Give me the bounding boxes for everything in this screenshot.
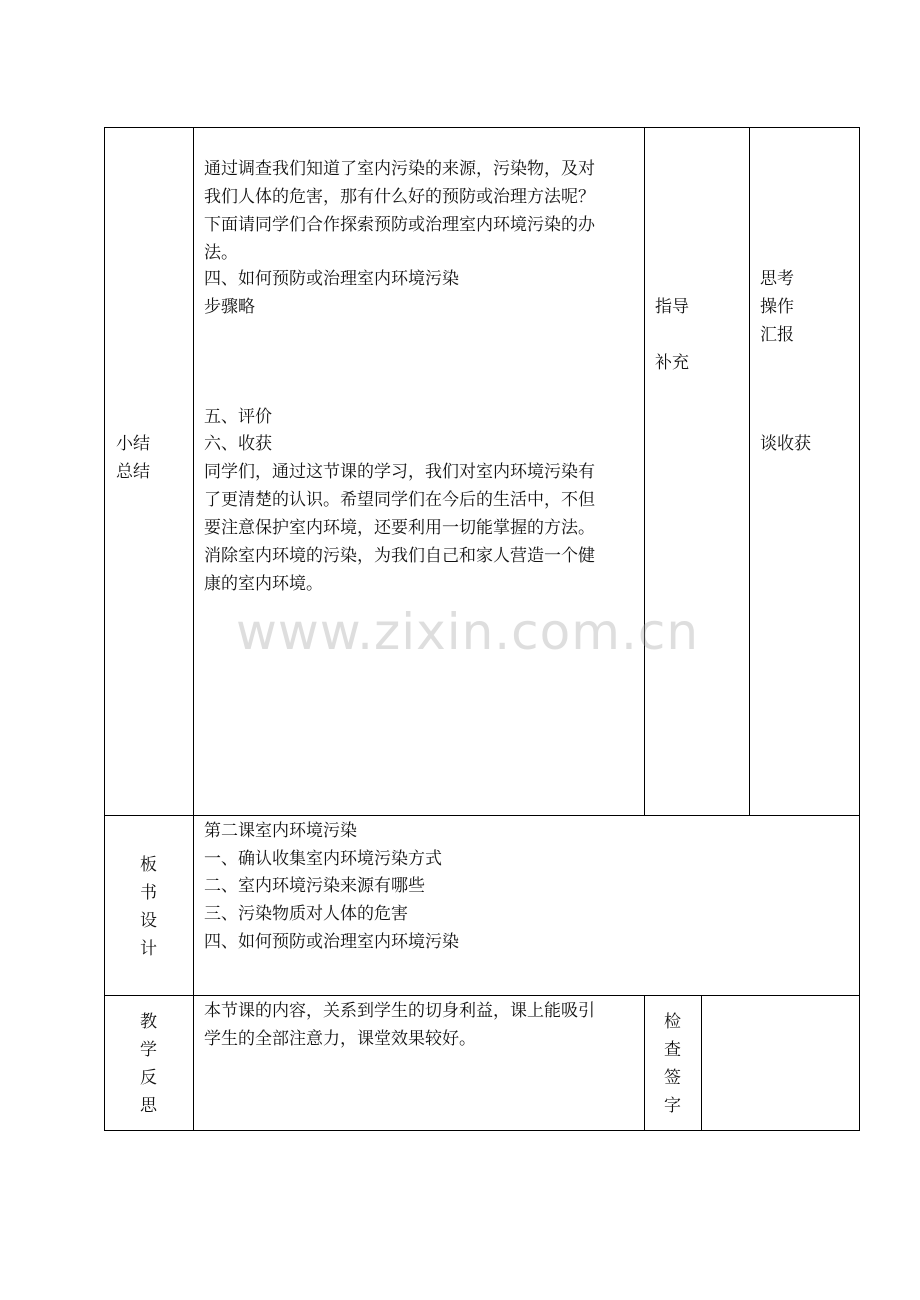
board-design-label-char: 计 xyxy=(140,939,157,959)
student-activity-line-1: 思考 xyxy=(760,269,794,289)
reflection-label-char: 学 xyxy=(140,1040,157,1060)
summary-content-line: 我们人体的危害，那有什么好的预防或治理方法呢？ xyxy=(204,187,595,207)
row1-bottom-border xyxy=(104,815,860,816)
student-column-divider xyxy=(749,127,750,816)
board-design-line: 一、确认收集室内环境污染方式 xyxy=(204,849,442,869)
teacher-column-divider xyxy=(644,127,645,816)
summary-content-line: 消除室内环境的污染，为我们自己和家人营造一个健 xyxy=(204,546,595,566)
board-design-label-char: 板 xyxy=(140,855,157,875)
watermark: www.zixin.com.cn xyxy=(236,603,700,661)
board-design-label-char: 设 xyxy=(140,911,157,931)
summary-content-line: 下面请同学们合作探索预防或治理室内环境污染的办 xyxy=(204,215,595,235)
reflection-line: 本节课的内容，关系到学生的切身利益，课上能吸引 xyxy=(204,1001,595,1021)
reflection-label-char: 思 xyxy=(140,1096,157,1116)
teacher-activity-line-2: 补充 xyxy=(655,353,689,373)
summary-label-line-2: 总结 xyxy=(116,462,150,482)
student-activity-line-3: 汇报 xyxy=(760,325,794,345)
check-signature-label-char: 查 xyxy=(664,1040,681,1060)
student-activity-line-2: 操作 xyxy=(760,297,794,317)
student-activity-line-4: 谈收获 xyxy=(760,434,811,454)
table-bottom-border xyxy=(104,1130,860,1131)
summary-content-line: 四、如何预防或治理室内环境污染 xyxy=(204,269,459,289)
summary-content-line: 康的室内环境。 xyxy=(204,574,323,594)
board-design-label-char: 书 xyxy=(140,883,157,903)
summary-content-line: 六、收获 xyxy=(204,434,272,454)
board-design-line: 三、污染物质对人体的危害 xyxy=(204,904,408,924)
check-signature-label-char: 字 xyxy=(664,1096,681,1116)
summary-content-line: 要注意保护室内环境，还要利用一切能掌握的方法。 xyxy=(204,518,595,538)
label-column-divider xyxy=(193,127,194,1131)
summary-content-line: 同学们，通过这节课的学习，我们对室内环境污染有 xyxy=(204,462,595,482)
board-design-line: 第二课室内环境污染 xyxy=(204,821,357,841)
summary-content-line: 步骤略 xyxy=(204,297,255,317)
board-design-line: 二、室内环境污染来源有哪些 xyxy=(204,876,425,896)
table-top-border xyxy=(104,127,860,128)
reflection-label-char: 反 xyxy=(140,1068,157,1088)
teacher-activity-line-1: 指导 xyxy=(655,297,689,317)
summary-content-line: 法。 xyxy=(204,243,238,263)
summary-content-line: 了更清楚的认识。希望同学们在今后的生活中，不但 xyxy=(204,490,595,510)
summary-content-line: 五、评价 xyxy=(204,407,272,427)
row2-bottom-border xyxy=(104,995,860,996)
summary-label-line-1: 小结 xyxy=(116,434,150,454)
check-signature-label-char: 检 xyxy=(664,1012,681,1032)
summary-content-line: 通过调查我们知道了室内污染的来源，污染物，及对 xyxy=(204,159,595,179)
table-left-border xyxy=(104,127,105,1131)
reflection-line: 学生的全部注意力，课堂效果较好。 xyxy=(204,1029,476,1049)
check-signature-label-char: 签 xyxy=(664,1068,681,1088)
table-right-border xyxy=(859,127,860,1131)
check-column-right xyxy=(701,995,702,1131)
signature-field[interactable] xyxy=(706,1010,854,1120)
board-design-line: 四、如何预防或治理室内环境污染 xyxy=(204,932,459,952)
reflection-label-char: 教 xyxy=(140,1012,157,1032)
